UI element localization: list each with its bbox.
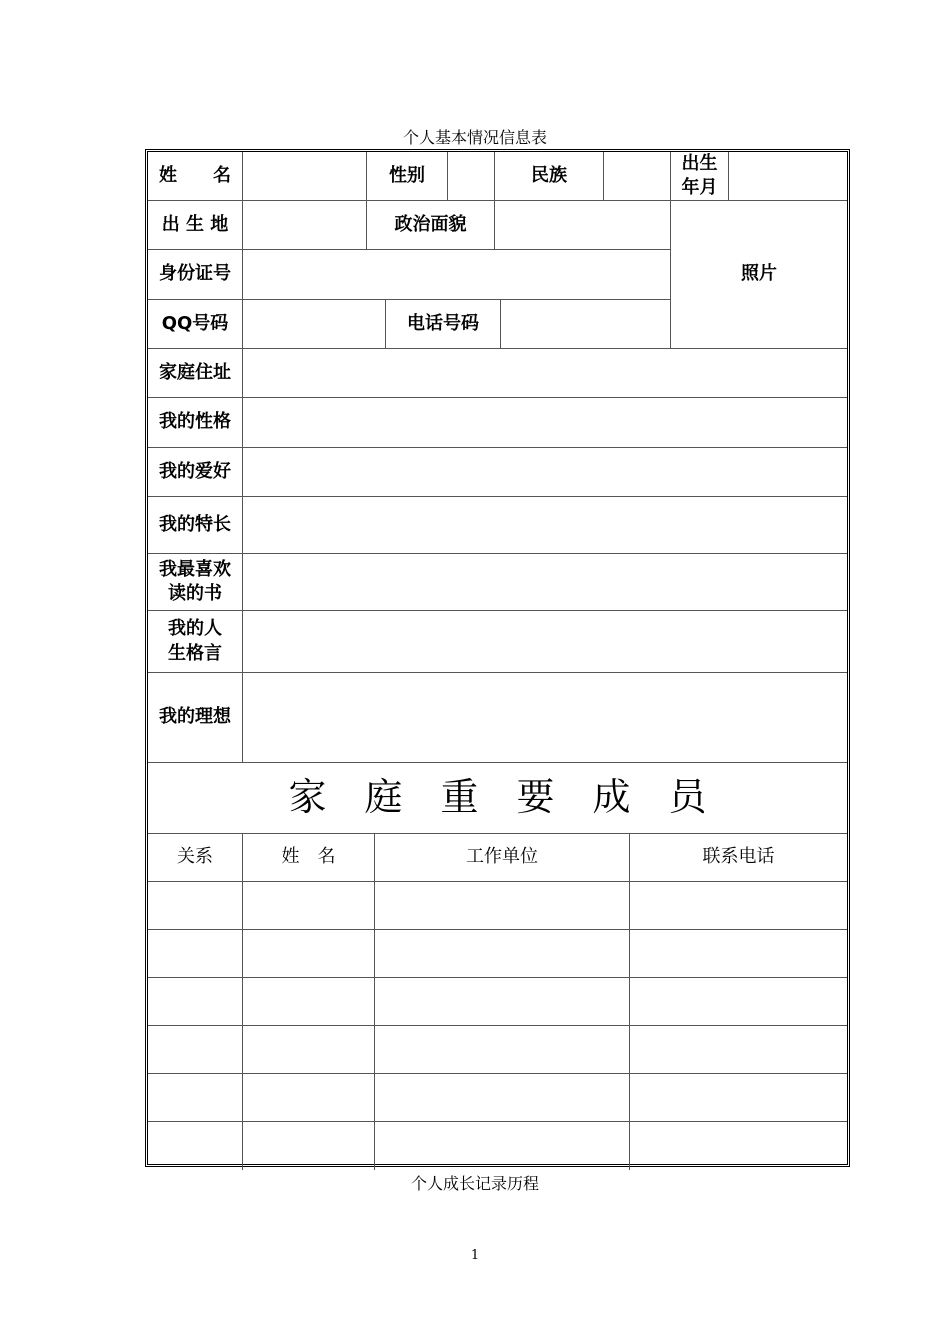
qq-label: QQ号码 — [148, 300, 243, 349]
favorite-book-label: 我最喜欢 读的书 — [148, 554, 243, 611]
family-phone-cell[interactable] — [630, 1074, 847, 1122]
life-motto-label: 我的人 生格言 — [148, 611, 243, 673]
photo-box[interactable] — [671, 201, 847, 349]
birthplace-field[interactable] — [243, 201, 367, 250]
family-name-cell[interactable] — [243, 930, 375, 978]
family-name-cell[interactable] — [243, 978, 375, 1026]
family-relation-cell[interactable] — [148, 882, 243, 930]
address-label: 家庭住址 — [148, 349, 243, 398]
family-workplace-cell[interactable] — [375, 930, 630, 978]
gender-label: 性别 — [367, 152, 448, 201]
family-phone-cell[interactable] — [630, 1122, 847, 1170]
political-status-label: 政治面貌 — [367, 201, 495, 250]
life-motto-field[interactable] — [243, 611, 847, 673]
hobbies-field[interactable] — [243, 448, 847, 497]
family-workplace-cell[interactable] — [375, 882, 630, 930]
ethnicity-field[interactable] — [604, 152, 671, 201]
id-number-label: 身份证号 — [148, 250, 243, 300]
political-status-field[interactable] — [495, 201, 671, 250]
birth-date-label: 出生 年月 — [671, 152, 729, 201]
family-workplace-cell[interactable] — [375, 978, 630, 1026]
address-field[interactable] — [243, 349, 847, 398]
phone-label: 电话号码 — [386, 300, 501, 349]
birthplace-label: 出 生 地 — [148, 201, 243, 250]
family-name-cell[interactable] — [243, 1074, 375, 1122]
strengths-label: 我的特长 — [148, 497, 243, 554]
family-header-phone: 联系电话 — [630, 834, 847, 882]
personality-field[interactable] — [243, 398, 847, 448]
family-workplace-cell[interactable] — [375, 1026, 630, 1074]
birth-date-field[interactable] — [729, 152, 847, 201]
name-label: 姓 名 — [148, 152, 243, 201]
family-relation-cell[interactable] — [148, 978, 243, 1026]
family-relation-cell[interactable] — [148, 1026, 243, 1074]
name-field[interactable] — [243, 152, 367, 201]
family-phone-cell[interactable] — [630, 978, 847, 1026]
family-relation-cell[interactable] — [148, 1122, 243, 1170]
family-name-cell[interactable] — [243, 1026, 375, 1074]
ideal-label: 我的理想 — [148, 673, 243, 763]
family-phone-cell[interactable] — [630, 1026, 847, 1074]
footer-title: 个人成长记录历程 — [410, 1174, 539, 1193]
page-title: 个人基本情况信息表 — [402, 128, 547, 147]
family-workplace-cell[interactable] — [375, 1122, 630, 1170]
family-phone-cell[interactable] — [630, 882, 847, 930]
page-number: 1 — [470, 1248, 480, 1263]
ethnicity-label: 民族 — [495, 152, 604, 201]
personality-label: 我的性格 — [148, 398, 243, 448]
family-phone-cell[interactable] — [630, 930, 847, 978]
phone-field[interactable] — [501, 300, 671, 349]
id-number-field[interactable] — [243, 250, 671, 300]
strengths-field[interactable] — [243, 497, 847, 554]
family-header-name: 姓 名 — [243, 834, 375, 882]
family-name-cell[interactable] — [243, 1122, 375, 1170]
ideal-field[interactable] — [243, 673, 847, 763]
gender-field[interactable] — [448, 152, 495, 201]
info-form-table — [145, 149, 850, 1167]
family-header-relation: 关系 — [148, 834, 243, 882]
family-name-cell[interactable] — [243, 882, 375, 930]
photo-label: 照片 — [741, 263, 777, 285]
favorite-book-field[interactable] — [243, 554, 847, 611]
family-workplace-cell[interactable] — [375, 1074, 630, 1122]
family-header-workplace: 工作单位 — [375, 834, 630, 882]
family-relation-cell[interactable] — [148, 930, 243, 978]
qq-field[interactable] — [243, 300, 386, 349]
family-members-title: 家庭重要成员 — [148, 763, 847, 834]
family-relation-cell[interactable] — [148, 1074, 243, 1122]
hobbies-label: 我的爱好 — [148, 448, 243, 497]
